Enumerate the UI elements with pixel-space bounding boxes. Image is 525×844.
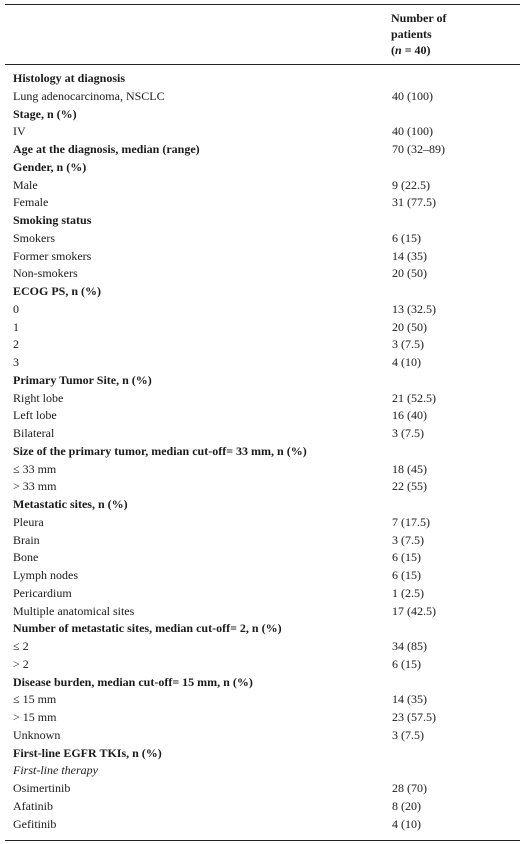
row-value: 40 (100) xyxy=(392,124,433,139)
row-label: ≤ 2 xyxy=(13,639,29,653)
table-row xyxy=(13,656,518,674)
table-row xyxy=(13,567,518,585)
table-row xyxy=(13,354,518,372)
row-value: 28 (70) xyxy=(392,781,427,795)
row-label: Lung adenocarcinoma, NSCLC xyxy=(13,88,165,103)
row-label: > 2 xyxy=(13,656,29,671)
table-row xyxy=(13,780,518,798)
table-row xyxy=(13,390,518,408)
table-row xyxy=(13,319,518,337)
row-label: ≤ 33 mm xyxy=(13,461,57,476)
row-value: 6 (15) xyxy=(392,568,421,582)
row-label: Age at the diagnosis, median (range) xyxy=(13,142,200,156)
row-value: 16 (40) xyxy=(392,408,427,423)
row-label: Size of the primary tumor, median cut-off= 33 mm, n (%) xyxy=(13,443,307,458)
row-label: Afatinib xyxy=(13,798,53,813)
table-row xyxy=(13,123,518,141)
column-header-line2: patients xyxy=(391,27,432,41)
table-body xyxy=(13,70,518,833)
row-value: 21 (52.5) xyxy=(392,390,436,405)
table-top-rule xyxy=(5,4,520,5)
row-label: Brain xyxy=(13,532,40,547)
row-value: 6 (15) xyxy=(392,230,421,245)
row-label: IV xyxy=(13,124,26,139)
row-value: 18 (45) xyxy=(392,461,427,476)
row-label: First-line therapy xyxy=(13,763,98,778)
row-value: 14 (35) xyxy=(392,248,427,263)
table-row xyxy=(13,532,518,550)
table-header-rule xyxy=(5,64,520,65)
row-value: 6 (15) xyxy=(392,550,421,565)
row-value: 23 (57.5) xyxy=(392,710,436,724)
row-value: 40 (100) xyxy=(392,88,433,103)
row-value: 14 (35) xyxy=(392,692,427,707)
table-row xyxy=(13,514,518,532)
row-label: Pleura xyxy=(13,514,44,529)
row-label: Gender, n (%) xyxy=(13,159,87,174)
table-bottom-rule xyxy=(5,840,520,841)
row-value: 22 (55) xyxy=(392,479,427,494)
row-label: Lymph nodes xyxy=(13,568,78,582)
row-label: First-line EGFR TKIs, n (%) xyxy=(13,745,162,760)
row-label: Male xyxy=(13,177,38,192)
table-section-header xyxy=(13,70,518,88)
row-label: Left lobe xyxy=(13,408,57,423)
table-section-header xyxy=(13,620,518,638)
table-section-header xyxy=(13,212,518,230)
table-section-header xyxy=(13,283,518,301)
row-label: Primary Tumor Site, n (%) xyxy=(13,372,152,387)
row-label: 3 xyxy=(13,355,19,369)
table-row xyxy=(13,194,518,212)
table-row xyxy=(13,301,518,319)
row-label: 0 xyxy=(13,301,19,316)
row-label: Bone xyxy=(13,550,39,565)
row-value: 3 (7.5) xyxy=(392,532,424,547)
row-label: Number of metastatic sites, median cut-off= 2, n (%) xyxy=(13,621,282,636)
row-label: ≤ 15 mm xyxy=(13,692,57,707)
table-row xyxy=(13,638,518,656)
row-value: 3 (7.5) xyxy=(392,727,424,742)
row-label: 1 xyxy=(13,319,19,334)
row-value: 4 (10) xyxy=(392,816,421,831)
table-section-header xyxy=(13,141,518,159)
table-row xyxy=(13,230,518,248)
row-label: Unknown xyxy=(13,727,61,742)
row-value: 3 (7.5) xyxy=(392,337,424,352)
row-label: Stage, n (%) xyxy=(13,106,77,121)
row-label: > 33 mm xyxy=(13,479,57,494)
row-value: 70 (32–89) xyxy=(392,142,445,156)
row-label: Right lobe xyxy=(13,390,64,405)
row-label: ECOG PS, n (%) xyxy=(13,284,102,298)
table-row xyxy=(13,336,518,354)
row-label: Non-smokers xyxy=(13,266,78,281)
table-section-header xyxy=(13,745,518,763)
table-row xyxy=(13,603,518,621)
row-value: 20 (50) xyxy=(392,266,427,281)
column-header-n-value: = 40) xyxy=(401,43,431,57)
table-row xyxy=(13,549,518,567)
row-label: Smokers xyxy=(13,230,55,245)
table-section-header xyxy=(13,106,518,124)
column-header-n: n xyxy=(395,43,402,57)
column-header-open-paren: ( xyxy=(391,43,395,57)
row-value: 17 (42.5) xyxy=(392,603,436,618)
table-row xyxy=(13,585,518,603)
table-section-header xyxy=(13,159,518,177)
table-row xyxy=(13,709,518,727)
row-value: 6 (15) xyxy=(392,656,421,671)
column-header-line1: Number of xyxy=(391,11,447,25)
row-label: Gefitinib xyxy=(13,816,57,831)
table-row xyxy=(13,816,518,834)
row-label: Bilateral xyxy=(13,426,55,440)
row-value: 9 (22.5) xyxy=(392,177,430,192)
table-section-header xyxy=(13,674,518,692)
row-label: Female xyxy=(13,195,49,210)
row-label: Pericardium xyxy=(13,585,72,600)
table-row xyxy=(13,177,518,195)
row-value: 13 (32.5) xyxy=(392,301,436,316)
row-label: Smoking status xyxy=(13,213,92,227)
table-row xyxy=(13,478,518,496)
row-label: Former smokers xyxy=(13,248,92,263)
row-value: 7 (17.5) xyxy=(392,514,430,529)
row-value: 31 (77.5) xyxy=(392,195,436,210)
table-row xyxy=(13,407,518,425)
table-row xyxy=(13,425,518,443)
row-label: Disease burden, median cut-off= 15 mm, n (%) xyxy=(13,674,253,689)
column-header-line3 xyxy=(391,42,446,58)
row-value: 20 (50) xyxy=(392,319,427,334)
row-label: > 15 mm xyxy=(13,710,57,724)
row-value: 4 (10) xyxy=(392,355,421,369)
row-label: Osimertinib xyxy=(13,781,71,795)
row-label: Histology at diagnosis xyxy=(13,71,126,85)
table-section-header xyxy=(13,372,518,390)
row-label: Metastatic sites, n (%) xyxy=(13,497,128,511)
table-row xyxy=(13,798,518,816)
table-row xyxy=(13,461,518,479)
table-row xyxy=(13,88,518,106)
row-value: 34 (85) xyxy=(392,639,427,653)
table-subsection-label xyxy=(13,762,518,780)
row-label: Multiple anatomical sites xyxy=(13,603,135,618)
row-label: 2 xyxy=(13,337,19,352)
row-value: 3 (7.5) xyxy=(392,426,424,440)
table-row xyxy=(13,248,518,266)
table-row xyxy=(13,727,518,745)
table-row xyxy=(13,691,518,709)
row-value: 8 (20) xyxy=(392,798,421,813)
row-value: 1 (2.5) xyxy=(392,585,424,600)
table-row xyxy=(13,265,518,283)
column-header-patients xyxy=(391,10,446,58)
table-section-header xyxy=(13,496,518,514)
table-section-header xyxy=(13,443,518,461)
